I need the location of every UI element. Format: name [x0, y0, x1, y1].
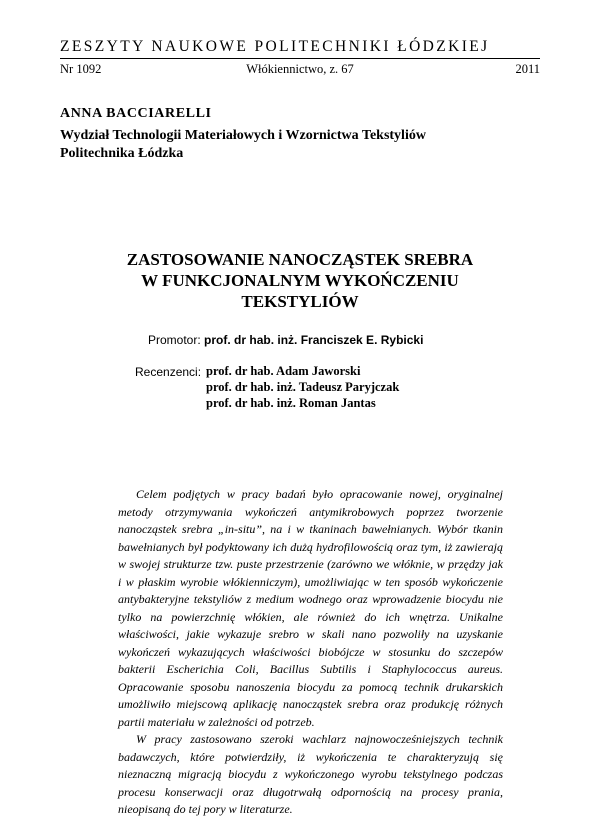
issue-number: Nr 1092	[60, 62, 102, 76]
author-name: ANNA BACCIARELLI	[60, 106, 212, 121]
title-line: ZASTOSOWANIE NANOCZĄSTEK SREBRA	[126, 250, 474, 269]
author-affiliation-university: Politechnika Łódzka	[60, 146, 184, 161]
paper-title	[80, 249, 520, 312]
series-volume: Włókiennictwo, z. 67	[246, 62, 354, 76]
reviewer-name: prof. dr hab. inż. Tadeusz Paryjczak	[206, 380, 400, 394]
abstract-paragraph: Celem podjętych w pracy badań było opracowanie nowej, oryginalnej metody otrzymywania wykończeń antymikrobowych poprzez tworzenie nanocząstek srebra „in-situ”, na i w tkaninach bawełnianych. Wybór tkanin bawełnianych był podyktowany ich dużą hydrofilowością oraz tym, iż zawierają w swojej strukturze tzw. puste przestrzenie (zarówno we włóknie, w przędzy jak i w płaskim wyrobie włókienniczym), umożliwiając w ten sposób wykończenie antybakteryjne tekstyliów z medium wodnego oraz wprowadzenie biocydu nie tylko na powierzchnię włókien, ale również do ich wnętrza. Unikalne właściwości, jakie wykazuje srebro w skali nano pozwoliły na uzyskanie wykończeń wykazujących właściwości biobójcze w stosunku do szczepów bakterii Escherichia Coli, Bacillus Subtilis i Staphylococcus aureus. Opracowanie sposobu nanoszenia biocydu za pomocą technik drukarskich umożliwiło miejscową aplikację nanocząstek srebra oraz produkcję różnych partii materiału w zależności od potrzeb.	[118, 487, 503, 729]
title-line: W FUNKCJONALNYM WYKOŃCZENIU	[141, 271, 459, 290]
reviewers-label: Recenzenci:	[135, 365, 202, 379]
journal-title: ZESZYTY NAUKOWE POLITECHNIKI ŁÓDZKIEJ	[60, 38, 490, 55]
header-rule	[60, 58, 540, 59]
promotor-name: prof. dr hab. inż. Franciszek E. Rybicki	[204, 333, 424, 347]
promotor-label: Promotor:	[148, 333, 201, 347]
author-affiliation-faculty: Wydział Technologii Materiałowych i Wzornictwa Tekstyliów	[60, 128, 426, 143]
reviewer-name: prof. dr hab. inż. Roman Jantas	[206, 396, 376, 410]
title-line: TEKSTYLIÓW	[241, 292, 359, 311]
abstract	[118, 486, 503, 819]
publication-year: 2011	[515, 62, 540, 76]
abstract-paragraph: W pracy zastosowano szeroki wachlarz najnowocześniejszych technik badawczych, które potwierdziły, iż wykończenia te charakteryzują się nieznaczną migracją biocydu z wykończonego wyrobu tekstylnego podczas procesu konserwacji oraz długotrwałą odpornością na procesy prania, nieopisaną do tej pory w literaturze.	[118, 732, 503, 816]
promotor-line	[148, 333, 423, 347]
reviewer-name: prof. dr hab. Adam Jaworski	[206, 364, 361, 378]
